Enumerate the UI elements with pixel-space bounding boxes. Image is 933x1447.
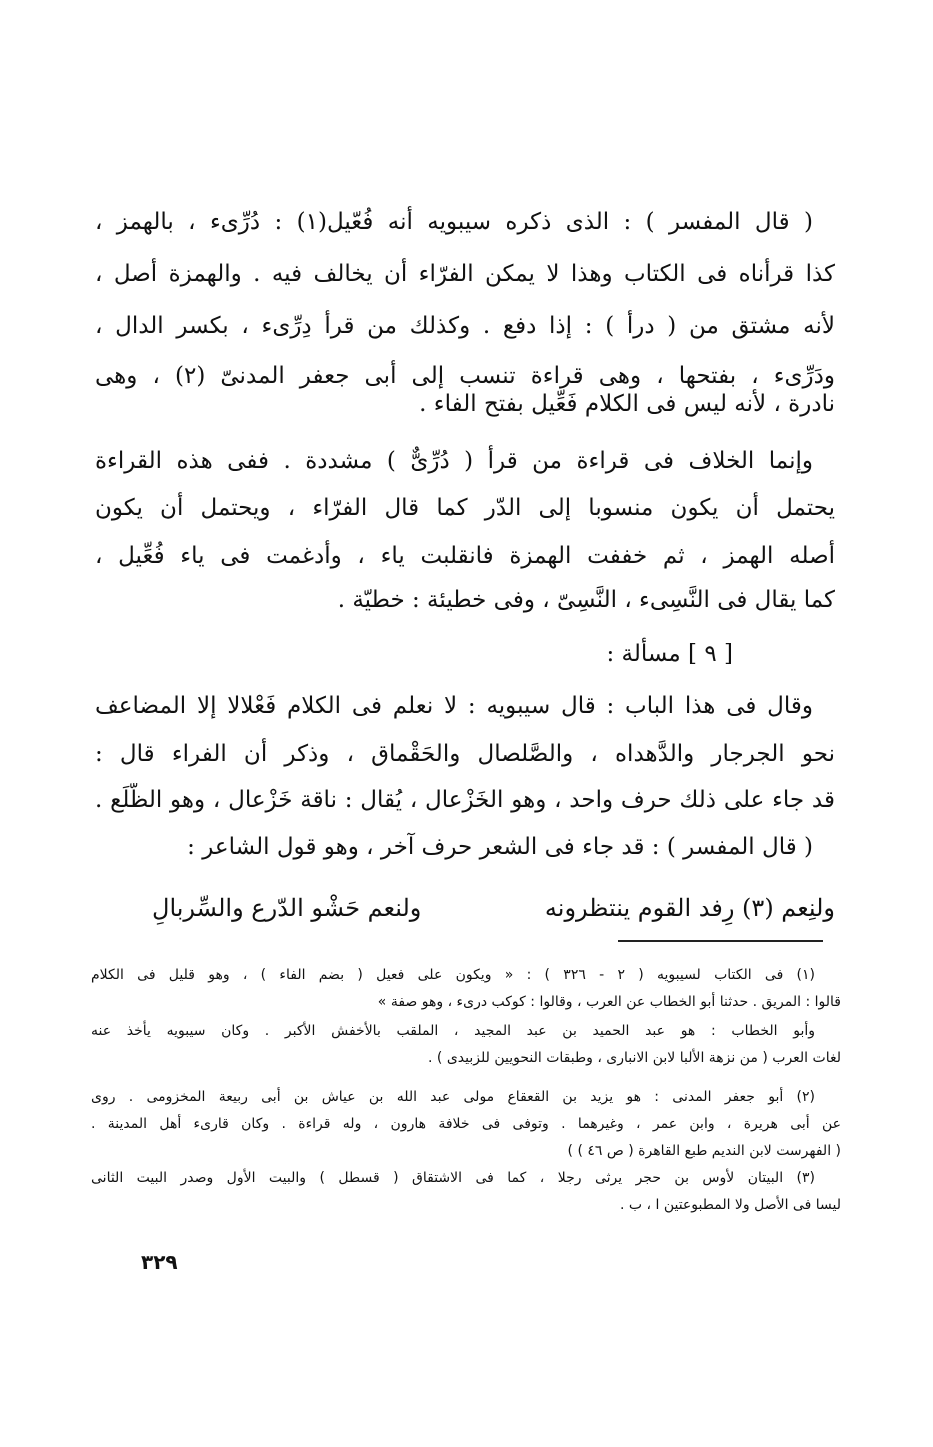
verse-second-hemistich: ولنعم حَشْو الدّرع والسِّربالِ xyxy=(152,894,422,922)
page-number: ٣٢٩ xyxy=(141,1250,178,1274)
paragraph-2-line-1: وإنما الخلاف فى قراءة من قرأ ( دُرِّىٌّ ) مشددة . ففى هذه القراءة xyxy=(95,448,813,474)
paragraph-1-line-3: لأنه مشتق من ( درأ ) : إذا دفع . وكذلك من قرأ دِرِّىء ، بكسر الدال ، xyxy=(95,313,835,339)
footnote-1b-line-2: لغات العرب ( من نزهة الألبا لابن الانبارى ، وطبقات النحويين للزبيدى ) . xyxy=(428,1050,841,1066)
paragraph-2-line-4: كما يقال فى النَّسِىء ، النَّسِىّ ، وفى خطيئة : خطيّة . xyxy=(337,587,835,613)
footnote-1-line-1: (١) فى الكتاب لسيبويه ( ٢ - ٣٢٦ ) : « ويكون على فعيل ( بضم الفاء ) ، وهو قليل فى الكلام xyxy=(91,967,815,983)
paragraph-1-line-1: ( قال المفسر ) : الذى ذكره سيبويه أنه فُعّيل(١) : دُرِّىء ، بالهمز ، xyxy=(95,209,813,235)
section-heading: [ ٩ ] مسألة : xyxy=(606,641,733,667)
paragraph-1-line-4: ودَرِّىء ، بفتحها ، وهى قراءة تنسب إلى أبى جعفر المدنىّ (٢) ، وهى xyxy=(95,363,835,389)
paragraph-2-line-2: يحتمل أن يكون منسوبا إلى الدّر كما قال الفرّاء ، ويحتمل أن يكون xyxy=(95,495,835,521)
footnote-2-line-3: ( الفهرست لابن النديم طبع القاهرة ( ص ٤٦ ) ) xyxy=(567,1143,841,1159)
paragraph-1-line-5: نادرة ، لأنه ليس فى الكلام فَعِّيل بفتح الفاء . xyxy=(419,391,835,417)
footnote-2-line-2: عن أبى هريرة ، وابن عمر ، وغيرهما . وتوفى فى خلافة هارون ، وله قراءة . وكان قارىء أهل المدينة . xyxy=(91,1116,841,1132)
footnote-divider xyxy=(618,940,823,942)
footnote-3-line-1: (٣) البيتان لأوس بن حجر يرثى رجلا ، كما فى الاشتقاق ( قسطل ) والبيت الأول وصدر البيت الثانى xyxy=(91,1170,815,1186)
paragraph-3-line-1: وقال فى هذا الباب : قال سيبويه : لا نعلم فى الكلام فَعْلالا إلا المضاعف xyxy=(95,693,813,719)
paragraph-2-line-3: أصله الهمز ، ثم خففت الهمزة فانقلبت ياء ، وأدغمت فى ياء فُعِّيل ، xyxy=(95,543,835,569)
paragraph-1-line-2: كذا قرأناه فى الكتاب وهذا لا يمكن الفرّاء أن يخالف فيه . والهمزة أصل ، xyxy=(95,261,835,287)
footnote-3-line-2: ليسا فى الأصل ولا المطبوعتين ا ، ب . xyxy=(619,1197,841,1213)
paragraph-3-line-2: نحو الجرجار والدَّهداه ، والصَّلصال والحَقْماق ، وذكر أن الفراء قال : xyxy=(95,741,835,767)
footnote-1b-line-1: وأبو الخطاب : هو عبد الحميد بن عبد المجيد ، الملقب بالأخفش الأكبر . وكان سيبويه يأخذ عنه xyxy=(91,1023,815,1039)
footnote-2-line-1: (٢) أبو جعفر المدنى : هو يزيد بن القعقاع مولى عبد الله بن عياش بن أبى ربيعة المخزومى . روى xyxy=(91,1089,815,1105)
paragraph-4: ( قال المفسر ) : قد جاء فى الشعر حرف آخر ، وهو قول الشاعر : xyxy=(187,834,813,860)
paragraph-3-line-3: قد جاء على ذلك حرف واحد ، وهو الخَزْعال ، يُقال : ناقة خَزْعال ، وهو الظَّلَع . xyxy=(95,787,835,813)
verse-first-hemistich: ولنِعم (٣) رِفد القوم ينتظرونه xyxy=(544,894,835,922)
footnote-1-line-2: قالوا : المريق . حدثنا أبو الخطاب عن العرب ، وقالوا : كوكب درىء ، وهو صفة » xyxy=(377,994,841,1010)
